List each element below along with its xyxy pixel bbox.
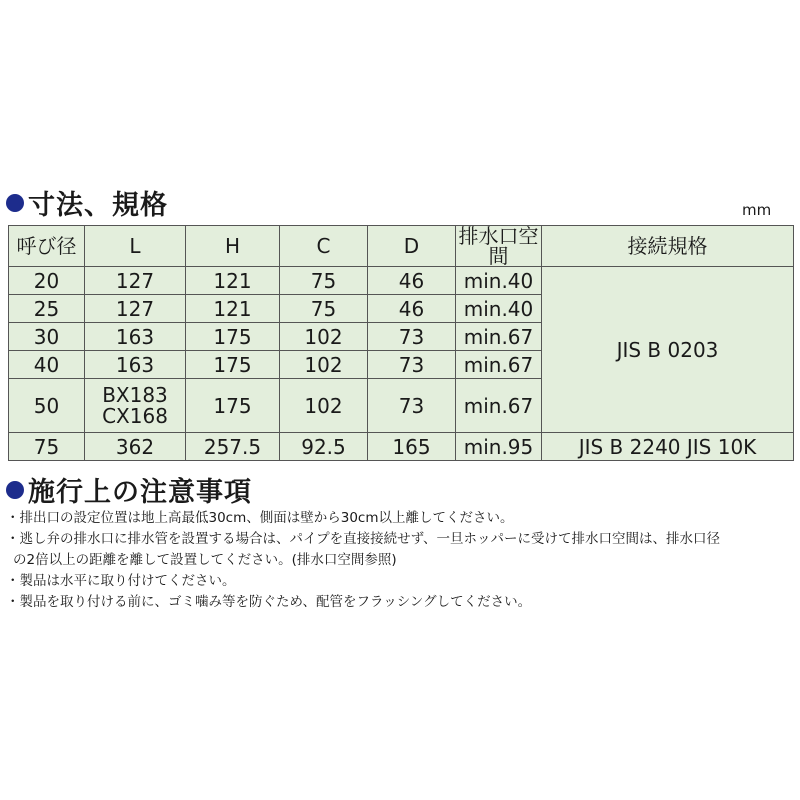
cell-standard-merged: JIS B 0203 (542, 267, 794, 433)
cell-d: 73 (368, 323, 456, 351)
header-standard: 接続規格 (542, 226, 794, 267)
cell-d: 165 (368, 433, 456, 461)
note-item: ・製品を取り付ける前に、ゴミ噛み等を防ぐため、配管をフラッシングしてください。 (6, 594, 532, 610)
cell-l: 362 (85, 433, 186, 461)
header-l: L (85, 226, 186, 267)
cell-l: 127 (85, 295, 186, 323)
cell-space: min.67 (456, 379, 542, 433)
header-h: H (186, 226, 280, 267)
spec-table (8, 225, 794, 461)
cell-l (85, 379, 186, 433)
bullet-icon (6, 481, 24, 499)
cell-d: 73 (368, 379, 456, 433)
notes-title-text: 施行上の注意事項 (28, 477, 252, 508)
cell-l-bx: BX183 (102, 382, 168, 407)
bullet-icon (6, 194, 24, 212)
header-size: 呼び径 (9, 226, 85, 267)
table-row (9, 433, 794, 461)
notes-section-title (6, 470, 252, 509)
note-item: ・排出口の設定位置は地上高最低30cm、側面は壁から30cm以上離してください。 (6, 510, 514, 526)
cell-c: 92.5 (280, 433, 368, 461)
cell-size: 40 (9, 351, 85, 379)
cell-h: 121 (186, 295, 280, 323)
header-d: D (368, 226, 456, 267)
table-header-row (9, 226, 794, 267)
table-row (9, 267, 794, 295)
cell-h: 257.5 (186, 433, 280, 461)
note-item: ・逃し弁の排水口に排水管を設置する場合は、パイプを直接接続せず、一旦ホッパーに受けて排水口空間は、排水口径 (6, 531, 721, 547)
cell-l: 163 (85, 351, 186, 379)
header-c: C (280, 226, 368, 267)
cell-size: 50 (9, 379, 85, 433)
header-drain-space: 排水口空間 (456, 226, 542, 267)
cell-c: 102 (280, 351, 368, 379)
cell-h: 175 (186, 379, 280, 433)
notes-list (6, 508, 796, 613)
cell-c: 75 (280, 267, 368, 295)
cell-d: 46 (368, 267, 456, 295)
cell-c: 102 (280, 323, 368, 351)
cell-h: 175 (186, 323, 280, 351)
cell-l: 127 (85, 267, 186, 295)
cell-d: 46 (368, 295, 456, 323)
spec-section-title (6, 183, 168, 222)
cell-space: min.67 (456, 323, 542, 351)
cell-d: 73 (368, 351, 456, 379)
cell-space: min.67 (456, 351, 542, 379)
cell-standard: JIS B 2240 JIS 10K (542, 433, 794, 461)
cell-space: min.95 (456, 433, 542, 461)
cell-c: 75 (280, 295, 368, 323)
cell-size: 30 (9, 323, 85, 351)
cell-size: 20 (9, 267, 85, 295)
cell-h: 121 (186, 267, 280, 295)
cell-size: 25 (9, 295, 85, 323)
cell-space: min.40 (456, 295, 542, 323)
unit-label: mm (742, 201, 772, 219)
cell-c: 102 (280, 379, 368, 433)
spec-title-text: 寸法、規格 (28, 190, 168, 221)
cell-h: 175 (186, 351, 280, 379)
cell-size: 75 (9, 433, 85, 461)
cell-l: 163 (85, 323, 186, 351)
cell-l-cx: CX168 (102, 403, 168, 428)
note-item-continued: の2倍以上の距離を離して設置してください。(排水口空間参照) (13, 552, 397, 568)
note-item: ・製品は水平に取り付けてください。 (6, 573, 236, 589)
cell-space: min.40 (456, 267, 542, 295)
